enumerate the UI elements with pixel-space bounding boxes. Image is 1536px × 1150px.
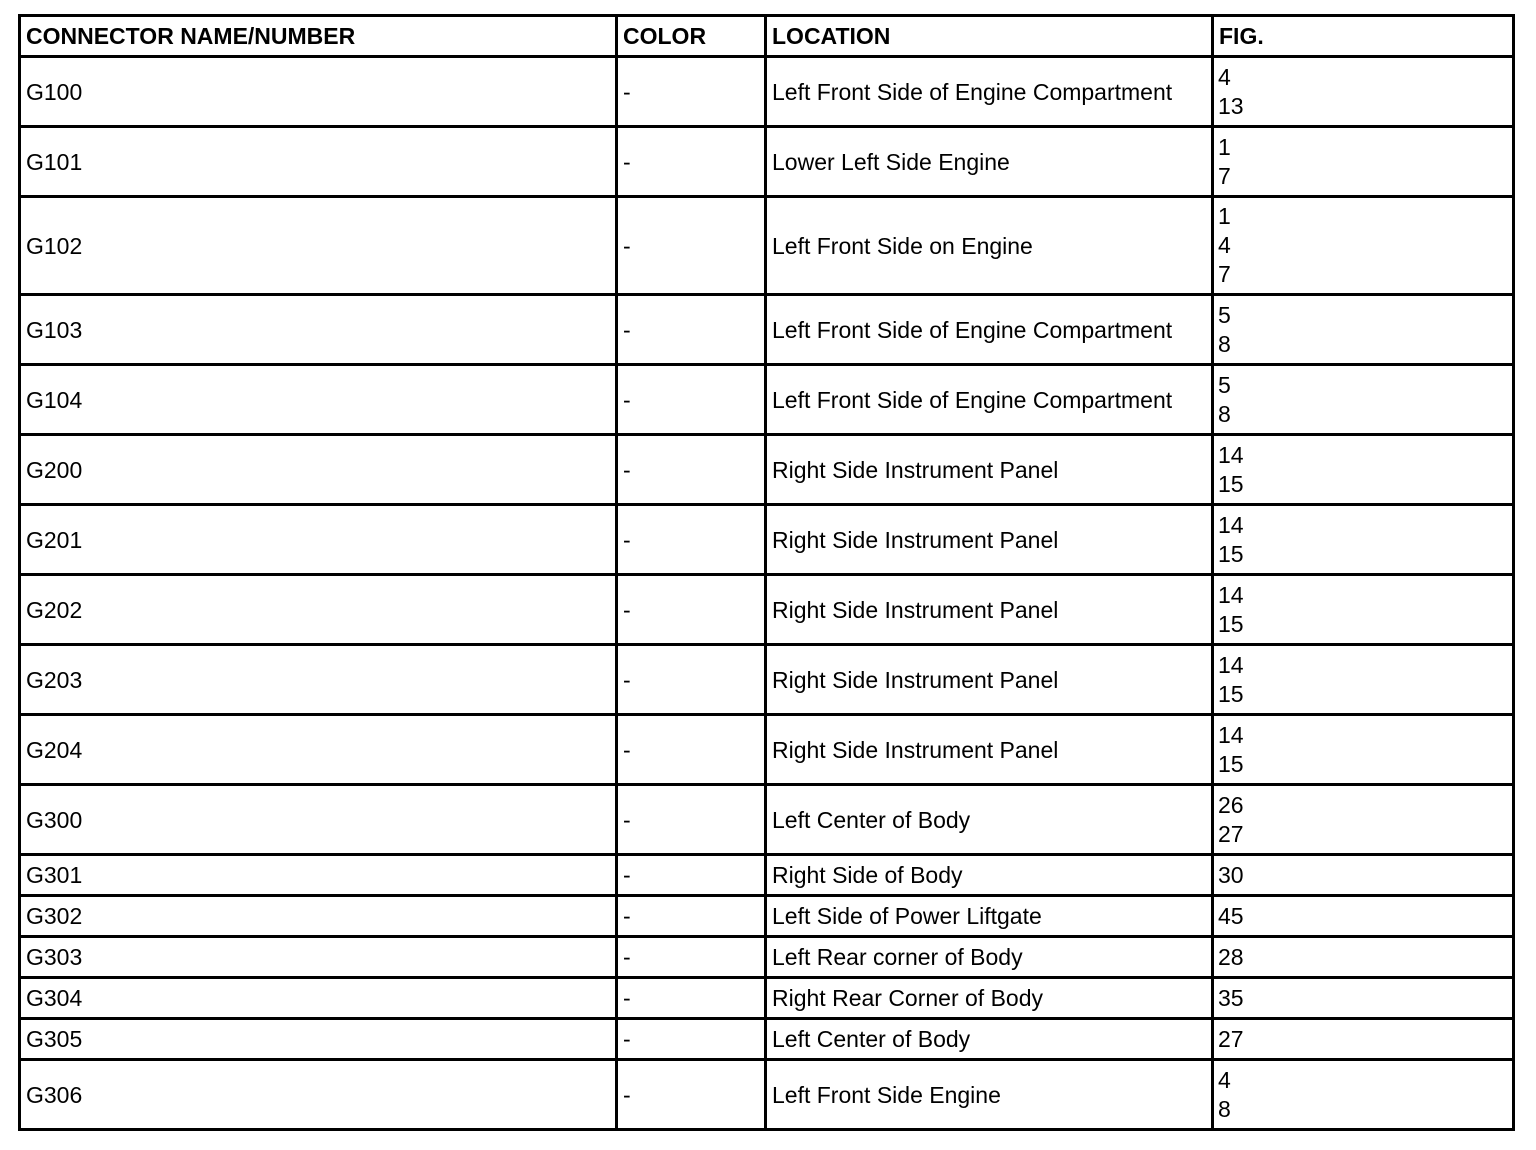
color-cell: - <box>617 365 766 435</box>
table-row <box>20 127 1514 197</box>
color-cell: - <box>617 855 766 896</box>
fig-cell <box>1213 896 1514 937</box>
table-row <box>20 785 1514 855</box>
location-cell: Right Side Instrument Panel <box>766 645 1213 715</box>
fig-cell <box>1213 645 1514 715</box>
fig-number: 1 <box>1218 203 1231 229</box>
connector-name-cell: G301 <box>20 855 617 896</box>
color-cell: - <box>617 295 766 365</box>
connector-name-cell: G202 <box>20 575 617 645</box>
color-cell: - <box>617 896 766 937</box>
color-cell: - <box>617 197 766 295</box>
color-cell: - <box>617 435 766 505</box>
color-cell: - <box>617 1019 766 1060</box>
table-row <box>20 575 1514 645</box>
location-cell: Left Front Side on Engine <box>766 197 1213 295</box>
fig-number: 28 <box>1218 943 1244 970</box>
table-body <box>20 57 1514 1130</box>
connector-table <box>18 14 1515 1131</box>
connector-name-cell: G303 <box>20 937 617 978</box>
location-cell: Right Side Instrument Panel <box>766 435 1213 505</box>
connector-name-cell: G306 <box>20 1060 617 1130</box>
fig-cell <box>1213 785 1514 855</box>
fig-number: 8 <box>1218 400 1231 427</box>
fig-number: 14 <box>1218 511 1244 538</box>
location-cell: Lower Left Side Engine <box>766 127 1213 197</box>
fig-number: 14 <box>1218 651 1244 678</box>
location-cell: Right Side Instrument Panel <box>766 715 1213 785</box>
fig-number: 35 <box>1218 984 1244 1011</box>
location-cell: Right Side Instrument Panel <box>766 505 1213 575</box>
fig-cell <box>1213 295 1514 365</box>
color-cell: - <box>617 57 766 127</box>
fig-cell <box>1213 855 1514 896</box>
table-row <box>20 505 1514 575</box>
fig-number: 4 <box>1218 232 1231 258</box>
fig-cell <box>1213 715 1514 785</box>
header-connector-name: CONNECTOR NAME/NUMBER <box>20 16 617 57</box>
location-cell: Left Center of Body <box>766 785 1213 855</box>
table-row <box>20 896 1514 937</box>
fig-cell <box>1213 57 1514 127</box>
table-row <box>20 1019 1514 1060</box>
color-cell: - <box>617 1060 766 1130</box>
color-cell: - <box>617 785 766 855</box>
table-row <box>20 1060 1514 1130</box>
fig-number: 4 <box>1218 1066 1231 1093</box>
location-cell: Left Side of Power Liftgate <box>766 896 1213 937</box>
table-row <box>20 937 1514 978</box>
color-cell: - <box>617 978 766 1019</box>
location-cell: Left Front Side of Engine Compartment <box>766 365 1213 435</box>
fig-number: 15 <box>1218 680 1244 707</box>
color-cell: - <box>617 127 766 197</box>
fig-number: 13 <box>1218 92 1244 119</box>
location-cell: Right Rear Corner of Body <box>766 978 1213 1019</box>
table-row <box>20 855 1514 896</box>
fig-cell <box>1213 1060 1514 1130</box>
color-cell: - <box>617 937 766 978</box>
connector-name-cell: G201 <box>20 505 617 575</box>
connector-name-cell: G103 <box>20 295 617 365</box>
fig-number: 15 <box>1218 750 1244 777</box>
header-row <box>20 16 1514 57</box>
table-row <box>20 197 1514 295</box>
table-row <box>20 57 1514 127</box>
connector-name-cell: G302 <box>20 896 617 937</box>
fig-number: 8 <box>1218 1095 1231 1122</box>
fig-number: 7 <box>1218 261 1231 287</box>
fig-number: 15 <box>1218 540 1244 567</box>
location-cell: Right Side of Body <box>766 855 1213 896</box>
location-cell: Right Side Instrument Panel <box>766 575 1213 645</box>
table-row <box>20 295 1514 365</box>
fig-number: 26 <box>1218 791 1244 818</box>
connector-name-cell: G304 <box>20 978 617 1019</box>
fig-number: 8 <box>1218 330 1231 357</box>
header-fig: FIG. <box>1213 16 1514 57</box>
fig-number: 27 <box>1218 1025 1244 1052</box>
table-row <box>20 435 1514 505</box>
fig-number: 15 <box>1218 610 1244 637</box>
color-cell: - <box>617 645 766 715</box>
fig-cell <box>1213 937 1514 978</box>
color-cell: - <box>617 505 766 575</box>
table-row <box>20 365 1514 435</box>
fig-number: 14 <box>1218 721 1244 748</box>
fig-number: 45 <box>1218 902 1244 929</box>
location-cell: Left Rear corner of Body <box>766 937 1213 978</box>
fig-number: 14 <box>1218 581 1244 608</box>
fig-cell <box>1213 197 1514 295</box>
color-cell: - <box>617 575 766 645</box>
location-cell: Left Front Side Engine <box>766 1060 1213 1130</box>
table-row <box>20 715 1514 785</box>
fig-number: 7 <box>1218 162 1231 189</box>
fig-number: 1 <box>1218 133 1231 160</box>
table-row <box>20 645 1514 715</box>
connector-name-cell: G100 <box>20 57 617 127</box>
header-color: COLOR <box>617 16 766 57</box>
fig-cell <box>1213 1019 1514 1060</box>
header-location: LOCATION <box>766 16 1213 57</box>
fig-cell <box>1213 127 1514 197</box>
connector-name-cell: G305 <box>20 1019 617 1060</box>
table-header <box>20 16 1514 57</box>
fig-number: 27 <box>1218 820 1244 847</box>
connector-name-cell: G101 <box>20 127 617 197</box>
fig-cell <box>1213 365 1514 435</box>
fig-number: 15 <box>1218 470 1244 497</box>
fig-cell <box>1213 978 1514 1019</box>
fig-number: 14 <box>1218 441 1244 468</box>
table-row <box>20 978 1514 1019</box>
fig-number: 30 <box>1218 861 1244 888</box>
fig-cell <box>1213 435 1514 505</box>
connector-name-cell: G102 <box>20 197 617 295</box>
connector-name-cell: G200 <box>20 435 617 505</box>
connector-name-cell: G204 <box>20 715 617 785</box>
fig-cell <box>1213 575 1514 645</box>
connector-name-cell: G104 <box>20 365 617 435</box>
fig-number: 5 <box>1218 301 1231 328</box>
fig-cell <box>1213 505 1514 575</box>
connector-name-cell: G300 <box>20 785 617 855</box>
fig-number: 5 <box>1218 371 1231 398</box>
location-cell: Left Front Side of Engine Compartment <box>766 57 1213 127</box>
fig-number: 4 <box>1218 63 1231 90</box>
color-cell: - <box>617 715 766 785</box>
connector-name-cell: G203 <box>20 645 617 715</box>
location-cell: Left Center of Body <box>766 1019 1213 1060</box>
location-cell: Left Front Side of Engine Compartment <box>766 295 1213 365</box>
